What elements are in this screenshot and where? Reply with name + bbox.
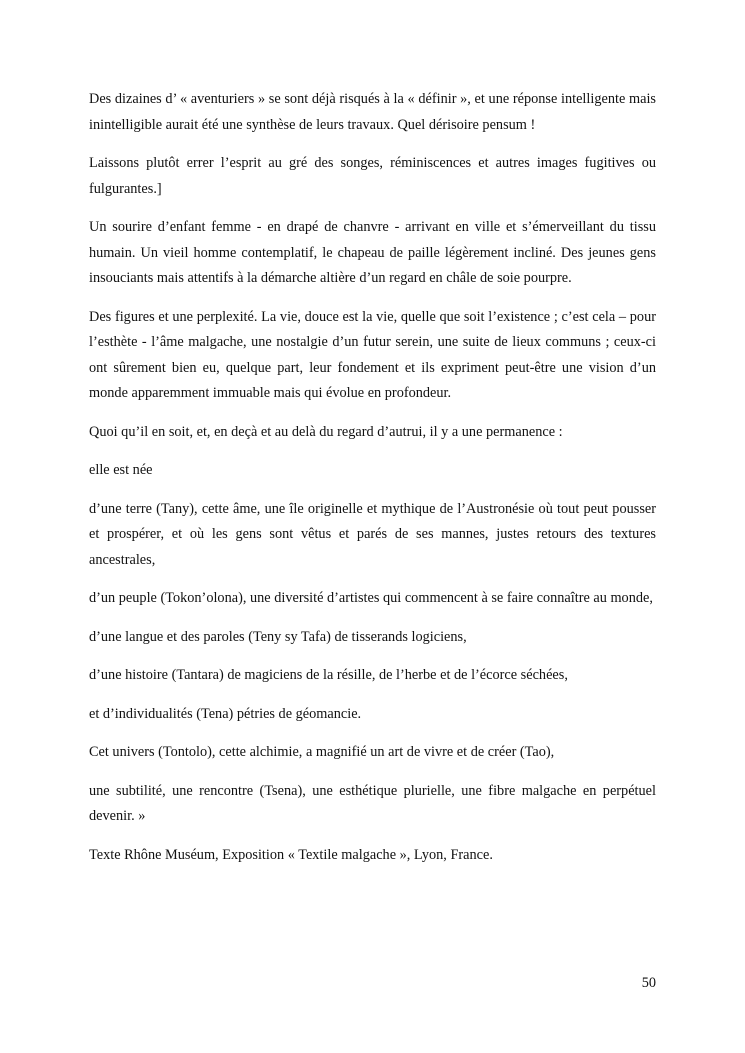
body-text (89, 87, 656, 881)
paragraph: d’un peuple (Tokon’olona), une diversité d’artistes qui commencent à se faire connaître au monde, (89, 590, 653, 606)
paragraph: elle est née (89, 462, 153, 478)
paragraph: une subtilité, une rencontre (Tsena), une esthétique plurielle, une fibre malgache en perpétuel devenir. » (89, 782, 656, 824)
paragraph: Des figures et une perplexité. La vie, douce est la vie, quelle que soit l’existence ; c’est cela – pour l’esthète - l’âme malgache, une nostalgie d’un futur serein, une suite de lieux communs ; ceux-ci ont sûrement bien eu, quelque part, leur fondement et ils expriment peut-être une vision d’un monde apparemment immuable mais qui évolue en profondeur. (89, 308, 656, 401)
paragraph: et d’individualités (Tena) pétries de géomancie. (89, 705, 362, 722)
paragraph: Quoi qu’il en soit, et, en deçà et au delà du regard d’autrui, il y a une permanence : (89, 423, 563, 440)
paragraph: d’une langue et des paroles (Teny sy Tafa) de tisserands logiciens, (89, 628, 467, 645)
paragraph: d’une histoire (Tantara) de magiciens de la résille, de l’herbe et de l’écorce séchées, (89, 667, 568, 683)
page-number: 50 (641, 975, 656, 991)
paragraph: Cet univers (Tontolo), cette alchimie, a magnifié un art de vivre et de créer (Tao), (89, 744, 555, 760)
paragraph: Des dizaines d’ « aventuriers » se sont déjà risqués à la « définir », et une réponse intelligente mais inintelligible aurait été une synthèse de leurs travaux. Quel dérisoire pensum ! (89, 91, 656, 133)
paragraph: Laissons plutôt errer l’esprit au gré des songes, réminiscences et autres images fugitives ou fulgurantes.] (89, 155, 656, 197)
paragraph: Un sourire d’enfant femme - en drapé de chanvre - arrivant en ville et s’émerveillant du tissu humain. Un vieil homme contemplatif, le chapeau de paille légèrement incliné. Des jeunes gens insouciants mais attentifs à la démarche altière d’un regard en châle de soie pourpre. (89, 219, 656, 286)
source-citation: Texte Rhône Muséum, Exposition « Textile malgache », Lyon, France. (89, 846, 493, 863)
paragraph: d’une terre (Tany), cette âme, une île originelle et mythique de l’Austronésie où tout peut pousser et prospérer, et où les gens sont vêtus et parés de ses mannes, justes retours des textures ancestrales, (89, 500, 656, 568)
